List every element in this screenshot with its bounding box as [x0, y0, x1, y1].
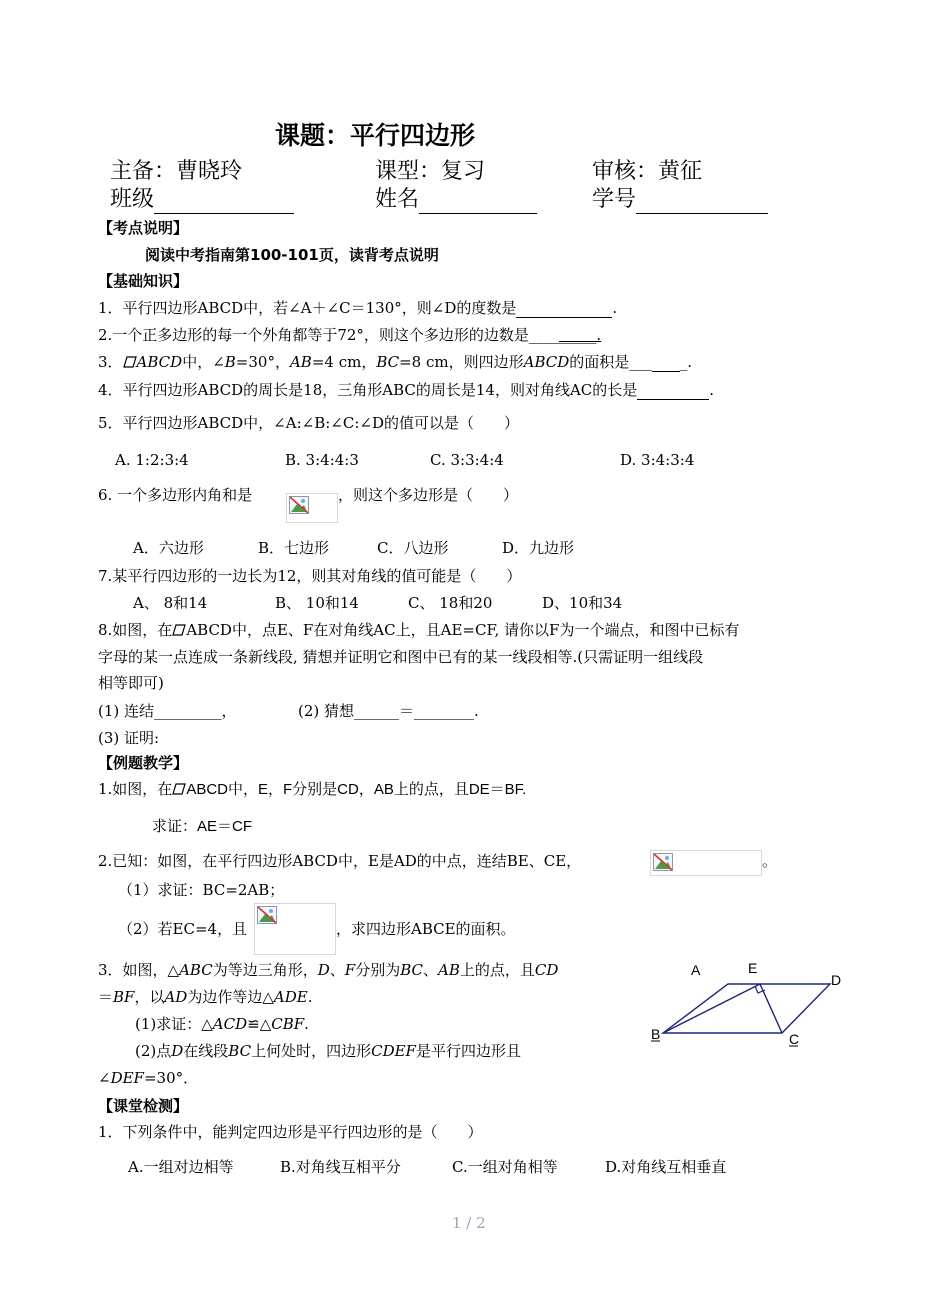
e3-cd: CD: [534, 961, 559, 979]
basic-q8-line3: 相等即可): [98, 674, 164, 692]
check-option-a[interactable]: A.一组对边相等: [128, 1158, 234, 1176]
q8-l1b: ABCD中，点E、F在对角线AC上，且AE=CF, 请你以F为一个端点，和图中已标有: [186, 621, 740, 639]
student-id-field: [592, 186, 768, 214]
e3-ade: ADE: [273, 988, 308, 1006]
broken-image-icon: [257, 906, 277, 924]
e3-p2-bc: BC: [228, 1042, 252, 1060]
e3-abc: ABC: [179, 961, 213, 979]
page-number: 1 / 2: [452, 1214, 486, 1232]
q5-option-b[interactable]: B. 3:4:4:3: [285, 451, 359, 469]
basic-q3: [98, 352, 692, 372]
basic-q3-abcd: ABCD: [136, 353, 183, 371]
example-2: 2.已知：如图，在平行四边形ABCD中，E是AD的中点，连结BE、CE，: [98, 852, 582, 870]
basic-q4-text: 4．平行四边形ABCD的周长是18，三角形ABC的周长是14，则对角线AC的长是: [98, 381, 638, 399]
author-field: 主备：曹晓玲: [110, 159, 243, 184]
label-e: E: [748, 960, 758, 976]
e3-bf: BF: [113, 988, 135, 1006]
basic-q3-r4: 的面积是___: [569, 353, 652, 371]
basic-q3-mid: 中，∠: [182, 353, 225, 371]
basic-q8-part3: (3) 证明:: [98, 729, 160, 747]
e3-l2c: 为边作等边△: [187, 988, 274, 1006]
e3-p3a: ∠: [98, 1069, 111, 1087]
example-1: [98, 779, 526, 800]
basic-q2-end: _____.: [558, 326, 602, 344]
example-3-part3: [98, 1068, 198, 1088]
kaodian-text: 阅读中考指南第100-101页，读背考点说明: [145, 246, 439, 264]
basic-q3-blank[interactable]: [652, 355, 680, 372]
e3-ad: AD: [164, 988, 188, 1006]
e3-l1b: 为等边三角形，: [212, 961, 318, 979]
e3-l1a: 3．如图，△: [98, 961, 180, 979]
basic-q3-bc: BC: [376, 353, 400, 371]
broken-image-q6: [286, 493, 338, 523]
q8-l1a: 8.如图，在: [98, 621, 173, 639]
e3-p3b: =30°．: [143, 1069, 199, 1087]
page-title: 课题：平行四边形: [275, 121, 476, 150]
e3-l1f: 上的点，且: [459, 961, 535, 979]
q7-option-b[interactable]: B、 10和14: [275, 594, 359, 612]
basic-q3-r3: =8 cm，则四边形: [399, 353, 524, 371]
class-label: 班级: [110, 187, 155, 212]
e3-l1e: 、: [423, 961, 439, 979]
e3-l2b: ，以: [134, 988, 165, 1006]
basic-q6-a: 6. 一个多边形内角和是: [98, 486, 253, 504]
broken-image-icon: [653, 853, 673, 871]
example-3-part2: [135, 1041, 521, 1061]
q7-option-c[interactable]: C、 18和20: [408, 594, 493, 612]
basic-q3-abcd2: ABCD: [523, 353, 570, 371]
check-q1: 1．下列条件中，能判定四边形是平行四边形的是（ ）: [98, 1123, 483, 1141]
basic-q3-num: 3．: [98, 353, 123, 371]
e3-p2-d: D: [171, 1042, 184, 1060]
section-ketang: 【课堂检测】: [98, 1097, 189, 1115]
e1-b: ABCD中，E，F分别是CD，AB上的点，且DE＝BF.: [186, 781, 527, 798]
label-d: D: [831, 972, 842, 988]
basic-q1-text: 1．平行四边形ABCD中，若∠A＋∠C＝130°，则∠D的度数是: [98, 299, 517, 317]
example-1-prove: 求证：AE＝CF: [152, 818, 253, 835]
name-blank[interactable]: [419, 193, 537, 214]
student-id-blank[interactable]: [636, 193, 768, 214]
basic-q3-ab: AB: [289, 353, 312, 371]
student-id-label: 学号: [592, 187, 637, 212]
check-option-b[interactable]: B.对角线互相平分: [280, 1158, 401, 1176]
basic-q4: [98, 379, 714, 400]
e3-p1a: (1)求证：△: [135, 1015, 213, 1033]
e3-acd: ACD: [212, 1015, 248, 1033]
example-3-part1: [135, 1014, 309, 1034]
q5-option-d[interactable]: D. 3:4:3:4: [620, 451, 695, 469]
label-c: C: [789, 1031, 800, 1047]
q6-option-d[interactable]: D．九边形: [502, 539, 575, 557]
name-label: 姓名: [375, 187, 420, 212]
e3-f: F: [344, 961, 356, 979]
e3-l1d: 分别为: [355, 961, 401, 979]
basic-q8-line2: 字母的某一点连成一条新线段, 猜想并证明它和图中已有的某一线段相等.(只需证明一组线段: [98, 648, 704, 666]
basic-q1: [98, 297, 617, 318]
basic-q3-b: B: [224, 353, 236, 371]
q6-option-b[interactable]: B．七边形: [258, 539, 330, 557]
q6-option-a[interactable]: A．六边形: [133, 539, 204, 557]
parallelogram-symbol-icon: [172, 621, 186, 633]
e3-l1c: 、: [329, 961, 345, 979]
basic-q2: [98, 325, 601, 345]
example-3-line1: [98, 960, 558, 980]
parallelogram-figure: [645, 955, 850, 1050]
e3-p2c: 上何处时，四边形: [251, 1042, 372, 1060]
basic-q7: 7.某平行四边形的一边长为12，则其对角线的值可能是（ ）: [98, 567, 522, 585]
e3-p2b: 在线段: [183, 1042, 229, 1060]
q6-option-c[interactable]: C．八边形: [377, 539, 449, 557]
basic-q1-blank[interactable]: [516, 297, 612, 318]
lesson-type-field: 课型：复习: [375, 159, 486, 184]
basic-q8-part2: (2) 猜想______＝________.: [298, 702, 479, 720]
basic-q4-blank[interactable]: [637, 379, 709, 400]
e3-d: D: [317, 961, 330, 979]
broken-image-e2: [650, 850, 762, 876]
reviewer-field: 审核：黄征: [592, 159, 703, 184]
e3-p1b: ≌△: [247, 1015, 272, 1033]
parallelogram-symbol-icon: [123, 353, 137, 365]
e3-p1c: .: [304, 1015, 309, 1033]
basic-q6-b: ，则这个多边形是（ ）: [338, 486, 519, 504]
example-2-part2a: （2）若EC=4，且: [118, 920, 248, 938]
example-2-end: 。: [762, 852, 778, 870]
e3-l2a: ＝: [98, 988, 114, 1006]
basic-q3-r2: =4 cm，: [311, 353, 377, 371]
name-field: [375, 186, 537, 214]
e3-l2d: .: [307, 988, 313, 1006]
e3-p2a: (2)点: [135, 1042, 172, 1060]
label-b: B: [651, 1026, 661, 1042]
section-liti: 【例题教学】: [98, 754, 189, 772]
class-field: [110, 186, 294, 214]
segment-be: [663, 984, 760, 1033]
basic-q1-end: .: [612, 299, 618, 317]
e3-ab: AB: [438, 961, 460, 979]
basic-q3-r1: =30°，: [235, 353, 290, 371]
q7-option-a[interactable]: A、 8和14: [133, 594, 208, 612]
basic-q5: 5．平行四边形ABCD中，∠A:∠B:∠C:∠D的值可以是（ ）: [98, 414, 519, 432]
basic-q8-part1: (1) 连结_________，: [98, 702, 237, 720]
broken-image-icon: [289, 496, 309, 514]
e3-bc: BC: [400, 961, 423, 979]
e3-cbf: CBF: [271, 1015, 305, 1033]
section-jichu: 【基础知识】: [98, 272, 189, 290]
q5-option-c[interactable]: C. 3:3:4:4: [430, 451, 504, 469]
example-3-line2: [98, 987, 312, 1007]
example-2-part2b: ，求四边形ABCE的面积。: [336, 920, 516, 938]
q7-option-d[interactable]: D、10和34: [542, 594, 623, 612]
q5-option-a[interactable]: A. 1:2:3:4: [115, 451, 189, 469]
broken-image-e2b: [254, 903, 336, 955]
e3-def: DEF: [110, 1069, 144, 1087]
e1-a: 1.如图，在: [98, 780, 173, 798]
check-option-d[interactable]: D.对角线互相垂直: [605, 1158, 727, 1176]
basic-q3-end: _.: [679, 353, 693, 371]
basic-q8-line1: [98, 620, 739, 640]
label-a: A: [691, 962, 701, 978]
example-2-part1: （1）求证：BC=2AB；: [118, 881, 285, 899]
section-kaodian: 【考点说明】: [98, 219, 189, 237]
e3-cdef: CDEF: [371, 1042, 416, 1060]
check-option-c[interactable]: C.一组对角相等: [452, 1158, 558, 1176]
class-blank[interactable]: [154, 193, 294, 214]
basic-q2-text: 2.一个正多边形的每一个外角都等于72°，则这个多边形的边数是____: [98, 326, 559, 344]
e3-p2d: 是平行四边形且: [415, 1042, 521, 1060]
parallelogram-symbol-icon: [172, 780, 186, 792]
basic-q4-end: .: [709, 381, 715, 399]
